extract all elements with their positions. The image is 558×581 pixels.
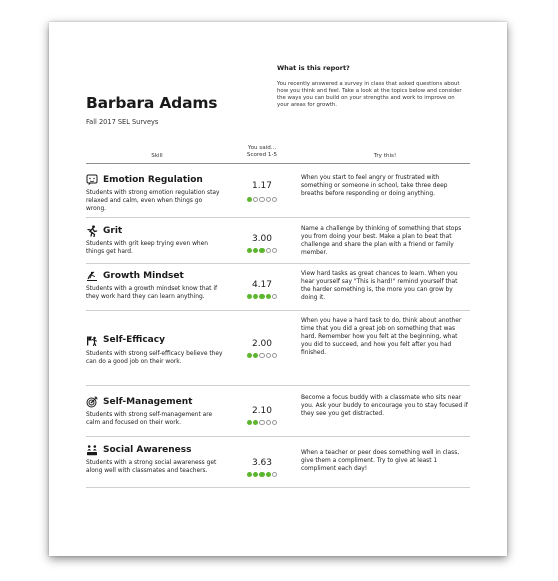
skill-title-label: Self-Management: [103, 397, 193, 407]
score-dot-empty: [272, 420, 277, 425]
score-dot-filled: [247, 472, 252, 477]
skill-title-label: Emotion Regulation: [103, 175, 203, 185]
about-text: You recently answered a survey in class that asked questions about how you think and feel. Take a look at the topics below and consider the ways you can build on your strengths and work to improve on your areas for growth.: [277, 81, 462, 108]
try-this-tip: Name a challenge by thinking of something that stops you from doing your best. Make a plan to beat that challenge and share the plan with a friend or family member.: [301, 226, 462, 256]
score-dot-filled: [247, 294, 252, 299]
skill-description: Students with a growth mindset know that if they work hard they can learn anything.: [86, 286, 218, 300]
score-dot-empty: [266, 420, 271, 425]
column-header-you-said: [239, 145, 285, 162]
score-dot-empty: [266, 197, 271, 202]
column-header-skill: Skill: [151, 153, 163, 159]
score-dot-filled: [247, 248, 252, 253]
score-dot-empty: [266, 248, 271, 253]
column-header-try-this: Try this!: [373, 153, 397, 159]
skill-description: Students with strong self-management are calm and focused on their work.: [86, 412, 213, 426]
score-dot-empty: [272, 197, 277, 202]
try-this-tip: Become a focus buddy with a classmate who sits near you. Ask your buddy to encourage you to stay focused if they see you get distracted.: [301, 395, 468, 417]
skill-title: [86, 174, 203, 186]
emotion-icon: [86, 174, 98, 186]
score-dot-filled: [253, 353, 258, 358]
skill-score: 2.00: [251, 339, 273, 349]
score-dot-filled: [247, 353, 252, 358]
score-dots: [239, 420, 285, 425]
skill-title-label: Growth Mindset: [103, 271, 184, 281]
try-this-tip: When you have a hard task to do, think about another time that you did a great job on something that was hard. Remember how you felt at the beginning, what you did to succeed, and how you felt after you had finished.: [301, 318, 462, 356]
score-dot-filled: [259, 294, 264, 299]
score-dots: [239, 353, 285, 358]
score-dot-empty: [253, 197, 258, 202]
score-dot-empty: [266, 353, 271, 358]
skill-score: 1.17: [251, 181, 273, 191]
score-dot-filled: [253, 294, 258, 299]
student-name: Barbara Adams: [86, 94, 218, 112]
skill-score: 4.17: [251, 280, 273, 290]
header-divider: [86, 163, 470, 164]
score-dot-empty: [272, 294, 277, 299]
score-dot-empty: [259, 353, 264, 358]
skill-title: [86, 270, 184, 282]
score-dots: [239, 294, 285, 299]
table-row: [86, 310, 470, 385]
score-dot-filled: [247, 420, 252, 425]
score-dot-empty: [272, 248, 277, 253]
skill-title-label: Self-Efficacy: [103, 335, 165, 345]
score-dot-filled: [247, 197, 252, 202]
score-dot-empty: [272, 472, 277, 477]
survey-term: Fall 2017 SEL Surveys: [86, 118, 159, 126]
skill-description: Students with strong emotion regulation stay relaxed and calm, even when things go wrong.: [86, 190, 220, 212]
skill-title: [86, 225, 122, 237]
skill-title-label: Grit: [103, 226, 123, 236]
target-icon: [86, 396, 98, 408]
score-dots: [239, 248, 285, 253]
score-dot-filled: [253, 420, 258, 425]
score-dots: [239, 472, 285, 477]
table-row: [86, 436, 470, 487]
skill-score: 3.63: [251, 458, 273, 468]
table-row: [86, 217, 470, 263]
efficacy-icon: [86, 334, 98, 346]
you-said-label: You said...: [247, 145, 277, 151]
score-dot-filled: [266, 472, 271, 477]
score-dot-empty: [272, 353, 277, 358]
social-icon: [86, 444, 98, 456]
row-divider: [86, 487, 470, 488]
score-dot-empty: [259, 420, 264, 425]
skill-description: Students with grit keep trying even when things get hard.: [86, 241, 208, 255]
score-dot-filled: [253, 248, 258, 253]
score-scale-label: Scored 1-5: [246, 151, 278, 158]
report-page: [49, 22, 507, 556]
skill-description: Students with strong self-efficacy believe they can do a good job on their work.: [86, 351, 223, 365]
growth-icon: [86, 270, 98, 282]
table-row: [86, 385, 470, 436]
skill-title: [86, 334, 165, 346]
score-dot-empty: [259, 197, 264, 202]
skill-title: [86, 396, 192, 408]
score-dot-filled: [259, 248, 264, 253]
skill-score: 3.00: [251, 234, 273, 244]
score-dot-filled: [259, 472, 264, 477]
grit-icon: [86, 225, 98, 237]
try-this-tip: When you start to feel angry or frustrated with something or someone in school, take three deep breaths before responding or doing anything.: [301, 175, 448, 197]
try-this-tip: When a teacher or peer does something well in class, give them a compliment. Try to give at least 1 compliment each day!: [301, 450, 460, 472]
score-dots: [239, 197, 285, 202]
skill-title-label: Social Awareness: [103, 445, 192, 455]
table-row: [86, 165, 470, 217]
about-title: What is this report?: [277, 64, 350, 72]
table-row: [86, 263, 470, 310]
score-dot-filled: [253, 472, 258, 477]
try-this-tip: View hard tasks as great chances to learn. When you hear yourself say "This is hard!" remind yourself that the harder something is, the more you can grow by doing it.: [301, 271, 458, 301]
score-dot-filled: [266, 294, 271, 299]
skill-score: 2.10: [251, 406, 273, 416]
skill-title: [86, 444, 192, 456]
about-section: [277, 64, 462, 109]
skill-description: Students with a strong social awareness get along well with classmates and teachers.: [86, 460, 217, 474]
